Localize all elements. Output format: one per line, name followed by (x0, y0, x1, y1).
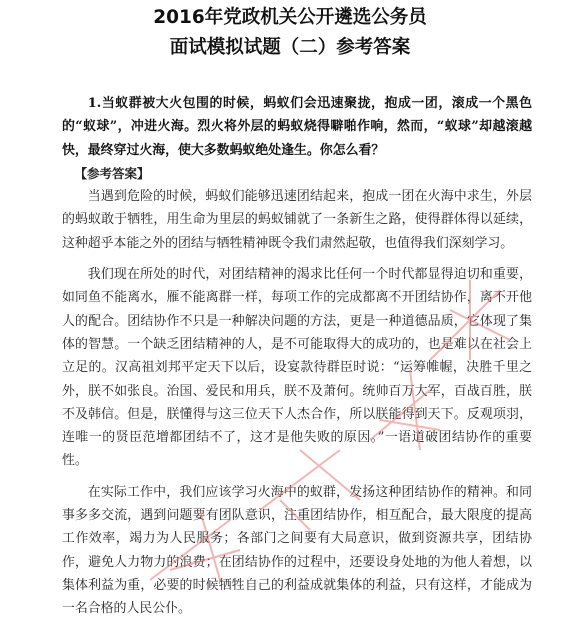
answer-paragraph-2: 我们现在所处的时代，对团结精神的渴求比任何一个时代都显得迫切和重要，如同鱼不能离水，雁不能离群一样，每项工作的完成都离不开团结协作，离不开他人的配合。团结协作不只是一种解决问题的方法，更是一种道德品质，它体现了集体的智慧。一个缺乏团结精神的人，是不可能取得大的成功的，也是难以在社会上立足的。汉高祖刘邦平定天下以后，设宴款待群臣时说：“运筹帷幄，决胜千里之外，朕不如张良。治国、爱民和用兵，朕不及萧何。统帅百万大军，百战百胜，朕不及韩信。但是，朕懂得与这三位天下人杰合作，所以朕能得到天下。反观项羽，连唯一的贤臣范增都团结不了，这才是他失败的原因。”一语道破团结协作的重要性。 (62, 267, 532, 469)
answer-label: 【参考答案】 (74, 165, 150, 181)
document-body (62, 92, 532, 629)
document-title: 2016年党政机关公开遴选公务员 (153, 7, 427, 28)
document-subtitle: 面试模拟试题（二）参考答案 (169, 37, 411, 58)
question-text: 1.当蚁群被大火包围的时候，蚂蚁们会迅速聚拢，抱成一团，滚成一个黑色的“蚁球”，冲进火海。烈火将外层的蚂蚁烧得噼啪作响，然而，“蚁球”却越滚越快，最终穿过火海，使大多数蚂蚁绝处逢生。你怎么看？ (62, 96, 532, 158)
answer-paragraph-1: 当遇到危险的时候，蚂蚁们能够迅速团结起来，抱成一团在火海中求生，外层的蚂蚁敢于牺牲，用生命为里层的蚂蚁铺就了一条新生之路，使得群体得以延续，这种超乎本能之外的团结与牺牲精神既令我们肃然起敬，也值得我们深刻学习。 (62, 189, 532, 251)
answer-paragraph-3: 在实际工作中，我们应该学习火海中的蚁群，发扬这种团结协作的精神。和同事多多交流，遇到问题要有团队意识，注重团结协作，相互配合，最大限度的提高工作效率，竭力为人民服务；各部门之间要有大局意识，做到资源共享，团结协作，避免人力物力的浪费；在团结协作的过程中，还要设身处地的为他人着想，以集体利益为重，必要的时候牺牲自己的利益成就集体的利益，只有这样，才能成为一名合格的人民公仆。 (62, 484, 532, 617)
